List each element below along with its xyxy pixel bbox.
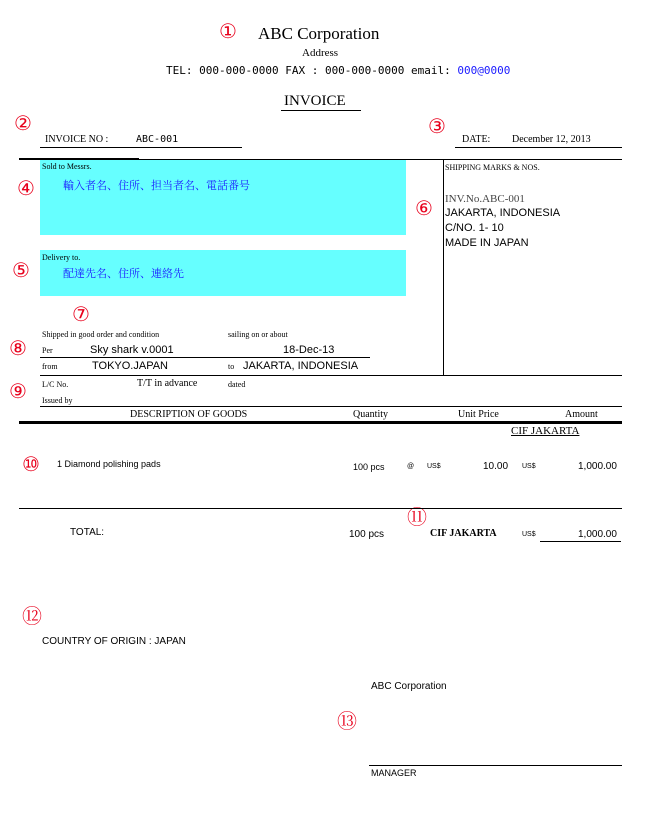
total-amount: 1,000.00 [578,529,617,540]
shipping-mark-line-4: MADE IN JAPAN [445,237,529,249]
delivery-value[interactable]: 配達先名、住所、連絡先 [63,268,184,280]
from-label: from [42,362,58,371]
vessel-name: Sky shark v.0001 [90,344,174,356]
signature-title: MANAGER [371,768,417,778]
marks-divider [443,159,444,375]
shipping-mark-line-2: JAKARTA, INDONESIA [445,207,561,219]
date-line [455,147,622,148]
signature-company: ABC Corporation [371,681,447,692]
marker-1: ① [219,19,237,43]
table-bottom-rule [19,508,622,509]
sold-to-value[interactable]: 輸入者名、住所、担当者名、電話番号 [63,180,250,192]
table-top-rule [40,406,622,407]
table-header-bar [19,421,622,424]
marker-6: ⑥ [415,196,433,220]
item-currency-2: US$ [522,463,536,470]
total-currency: US$ [522,531,536,538]
col-amount: Amount [565,409,598,420]
per-line [40,357,370,358]
date-value: December 12, 2013 [512,134,591,145]
marker-11: ⑪ [407,505,427,529]
issued-label: Issued by [42,396,73,405]
contact-line [166,64,510,77]
marker-10: ⑩ [22,452,40,476]
payment-terms: T/T in advance [137,378,198,389]
total-label: TOTAL: [70,527,105,538]
item-at: @ [407,463,415,470]
sailing-label: sailing on or about [228,330,288,339]
invoice-no-value: ABC-001 [136,134,179,145]
country-of-origin: COUNTRY OF ORIGIN : JAPAN [42,636,186,647]
to-label: to [228,362,235,371]
signature-line [369,765,622,766]
company-name: ABC Corporation [258,24,380,43]
dated-label: dated [228,380,246,389]
marker-9: ⑨ [9,379,27,403]
marker-5: ⑤ [12,258,30,282]
marker-13: ⑬ [337,709,357,733]
shipping-mark-line-3: C/NO. 1- 10 [445,222,504,234]
marker-8: ⑧ [9,336,27,360]
company-address: Address [302,47,339,59]
shipping-marks-label: SHIPPING MARKS & NOS. [445,163,540,172]
per-label: Per [42,346,53,355]
marker-12: ⑫ [22,604,42,628]
marker-7: ⑦ [72,302,90,326]
sold-to-box [40,160,406,235]
col-unit-price: Unit Price [458,409,499,420]
lc-label: L/C No. [42,380,69,389]
total-underline [540,541,621,542]
col-quantity: Quantity [353,409,388,420]
item-currency-1: US$ [427,463,441,470]
invoice-no-line [40,147,242,148]
total-incoterm: CIF JAKARTA [430,528,497,539]
shipped-label: Shipped in good order and condition [42,330,160,339]
shipping-rule [40,375,622,376]
contact-numbers: TEL: 000-000-0000 FAX : 000-000-0000 email: [166,64,451,77]
shipping-mark-line-1: INV.No.ABC-001 [445,193,525,205]
header-rule-left [19,158,139,159]
invoice-title: INVOICE [284,93,346,109]
marker-2: ② [14,111,32,135]
sold-to-label: Sold to Messrs. [42,162,92,171]
to-port: JAKARTA, INDONESIA [243,360,359,372]
title-underline [281,110,361,111]
date-label: DATE: [462,134,491,145]
invoice-no-label: INVOICE NO : [45,134,109,145]
item-description: 1 Diamond polishing pads [57,459,161,469]
item-unit-price: 10.00 [483,461,509,472]
total-quantity: 100 pcs [349,529,385,540]
sailing-date: 18-Dec-13 [283,344,335,356]
item-quantity: 100 pcs [353,462,385,472]
col-description: DESCRIPTION OF GOODS [130,409,248,420]
from-port: TOKYO.JAPAN [92,360,169,372]
delivery-label: Delivery to. [42,253,81,262]
item-amount: 1,000.00 [578,461,617,472]
marker-4: ④ [17,176,35,200]
incoterm-label: CIF JAKARTA [511,425,580,437]
marker-3: ③ [428,114,446,138]
contact-email: 000@0000 [457,64,511,77]
